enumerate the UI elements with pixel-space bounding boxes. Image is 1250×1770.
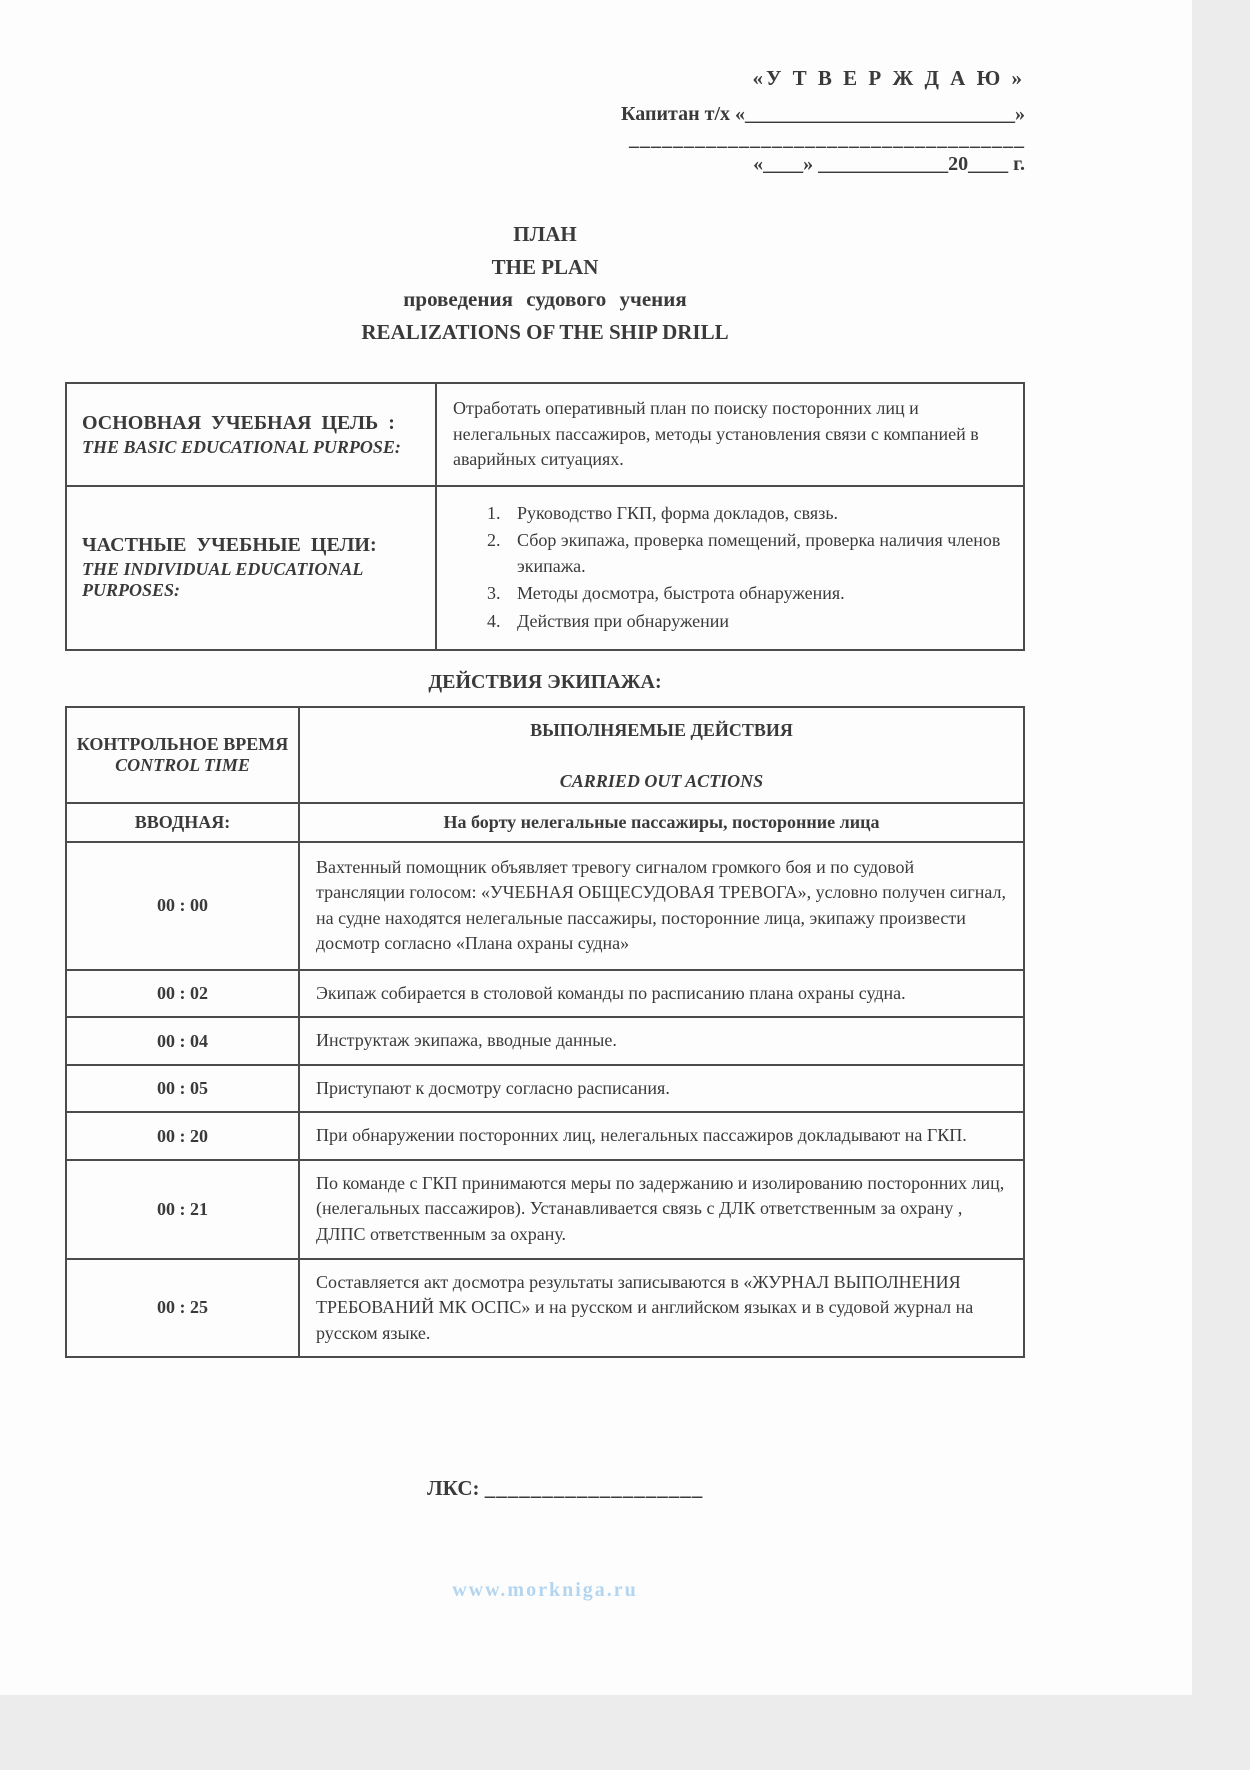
table-row xyxy=(66,842,1024,970)
action-text: Экипаж собирается в столовой команды по расписанию плана охраны судна. xyxy=(299,970,1024,1018)
watermark-text: www.morkniga.ru xyxy=(452,1579,638,1602)
purpose-table xyxy=(65,382,1025,650)
captain-line: Капитан т/х «___________________________» xyxy=(621,103,1025,125)
intro-row xyxy=(66,803,1024,842)
crew-actions-heading: ДЕЙСТВИЯ ЭКИПАЖА: xyxy=(428,670,662,693)
table-row xyxy=(66,1112,1024,1160)
title-en: THE PLAN xyxy=(491,254,599,279)
individual-purposes-list xyxy=(453,501,1007,635)
table-row xyxy=(66,1160,1024,1259)
table-row xyxy=(66,970,1024,1018)
control-time-header-en: CONTROL TIME xyxy=(115,754,250,775)
control-time: 00 : 00 xyxy=(66,842,299,970)
control-time: 00 : 05 xyxy=(66,1065,299,1113)
basic-purpose-row xyxy=(66,383,1024,486)
lks-blank-line: ___________________ xyxy=(484,1476,704,1501)
date-line: «____» _____________20____ г. xyxy=(753,153,1025,175)
lks-label: ЛКС: xyxy=(427,1476,480,1501)
title-ru: ПЛАН xyxy=(513,222,577,246)
individual-purposes-list-cell xyxy=(436,486,1024,650)
actions-header-en: CARRIED OUT ACTIONS xyxy=(559,770,764,791)
individual-purposes-label-en: THE INDIVIDUAL EDUCATIONAL PURPOSES: xyxy=(82,559,363,601)
list-item: 2. Сбор экипажа, проверка помещений, проверка наличия членов экипажа. xyxy=(505,528,1007,579)
list-item: 1. Руководство ГКП, форма докладов, связь. xyxy=(505,501,1007,527)
basic-purpose-label-ru: ОСНОВНАЯ УЧЕБНАЯ ЦЕЛЬ : xyxy=(82,411,395,434)
basic-purpose-label-cell xyxy=(66,383,436,486)
intro-label: ВВОДНАЯ: xyxy=(66,803,299,842)
control-time: 00 : 25 xyxy=(66,1259,299,1358)
subtitle-en: REALIZATIONS OF THE SHIP DRILL xyxy=(361,319,729,344)
action-text: Приступают к досмотру согласно расписания. xyxy=(299,1065,1024,1113)
document-content xyxy=(65,0,1025,1602)
approval-stamp: «У Т В Е Р Ж Д А Ю » xyxy=(752,66,1025,90)
actions-header-cell xyxy=(299,707,1024,803)
scan-edge-bottom xyxy=(0,1695,1250,1770)
individual-purposes-row xyxy=(66,486,1024,650)
approval-block xyxy=(65,66,1025,176)
subtitle-ru: проведения судового учения xyxy=(403,287,687,312)
control-time: 00 : 04 xyxy=(66,1017,299,1065)
basic-purpose-text: Отработать оперативный план по поиску посторонних лиц и нелегальных пассажиров, методы установления связи с компанией в аварийных ситуациях. xyxy=(436,383,1024,486)
control-time: 00 : 21 xyxy=(66,1160,299,1259)
lks-signature-block xyxy=(427,1476,1025,1501)
action-text: По команде с ГКП принимаются меры по задержанию и изолированию посторонних лиц, (нелегальных пассажиров). Устанавливается связь с ДЛК ответственным за охрану , ДЛПС ответственным за охрану. xyxy=(299,1160,1024,1259)
action-text: Инструктаж экипажа, вводные данные. xyxy=(299,1017,1024,1065)
individual-purposes-label-cell xyxy=(66,486,436,650)
crew-actions-table xyxy=(65,706,1025,1359)
scan-edge-right xyxy=(1192,0,1250,1770)
table-row xyxy=(66,1065,1024,1113)
actions-header-ru: ВЫПОЛНЯЕМЫЕ ДЕЙСТВИЯ xyxy=(530,719,793,740)
action-text: Вахтенный помощник объявляет тревогу сигналом громкого боя и по судовой трансляции голосом: «УЧЕБНАЯ ОБЩЕСУДОВАЯ ТРЕВОГА», условно получен сигнал, на судне находятся нелегальные пассажиры, посторонние лица, экипажу произвести досмотр согласно «Плана охраны судна» xyxy=(299,842,1024,970)
list-item: 3. Методы досмотра, быстрота обнаружения. xyxy=(505,581,1007,607)
control-time: 00 : 02 xyxy=(66,970,299,1018)
individual-purposes-label-ru: ЧАСТНЫЕ УЧЕБНЫЕ ЦЕЛИ: xyxy=(82,534,377,557)
actions-header-row xyxy=(66,707,1024,803)
control-time-header-cell xyxy=(66,707,299,803)
table-row xyxy=(66,1259,1024,1358)
list-item: 4. Действия при обнаружении xyxy=(505,609,1007,635)
page-title xyxy=(65,218,1025,348)
table-row xyxy=(66,1017,1024,1065)
intro-text: На борту нелегальные пассажиры, посторонние лица xyxy=(299,803,1024,842)
action-text: Составляется акт досмотра результаты записываются в «ЖУРНАЛ ВЫПОЛНЕНИЯ ТРЕБОВАНИЙ МК ОСПС» и на русском и английском языках и в судовой журнал на русском языке. xyxy=(299,1259,1024,1358)
control-time-header-ru: КОНТРОЛЬНОЕ ВРЕМЯ xyxy=(76,733,289,754)
basic-purpose-label-en: THE BASIC EDUCATIONAL PURPOSE: xyxy=(82,436,401,457)
control-time: 00 : 20 xyxy=(66,1112,299,1160)
signature-line: ____________________________________ xyxy=(629,128,1025,150)
action-text: При обнаружении посторонних лиц, нелегальных пассажиров докладывают на ГКП. xyxy=(299,1112,1024,1160)
